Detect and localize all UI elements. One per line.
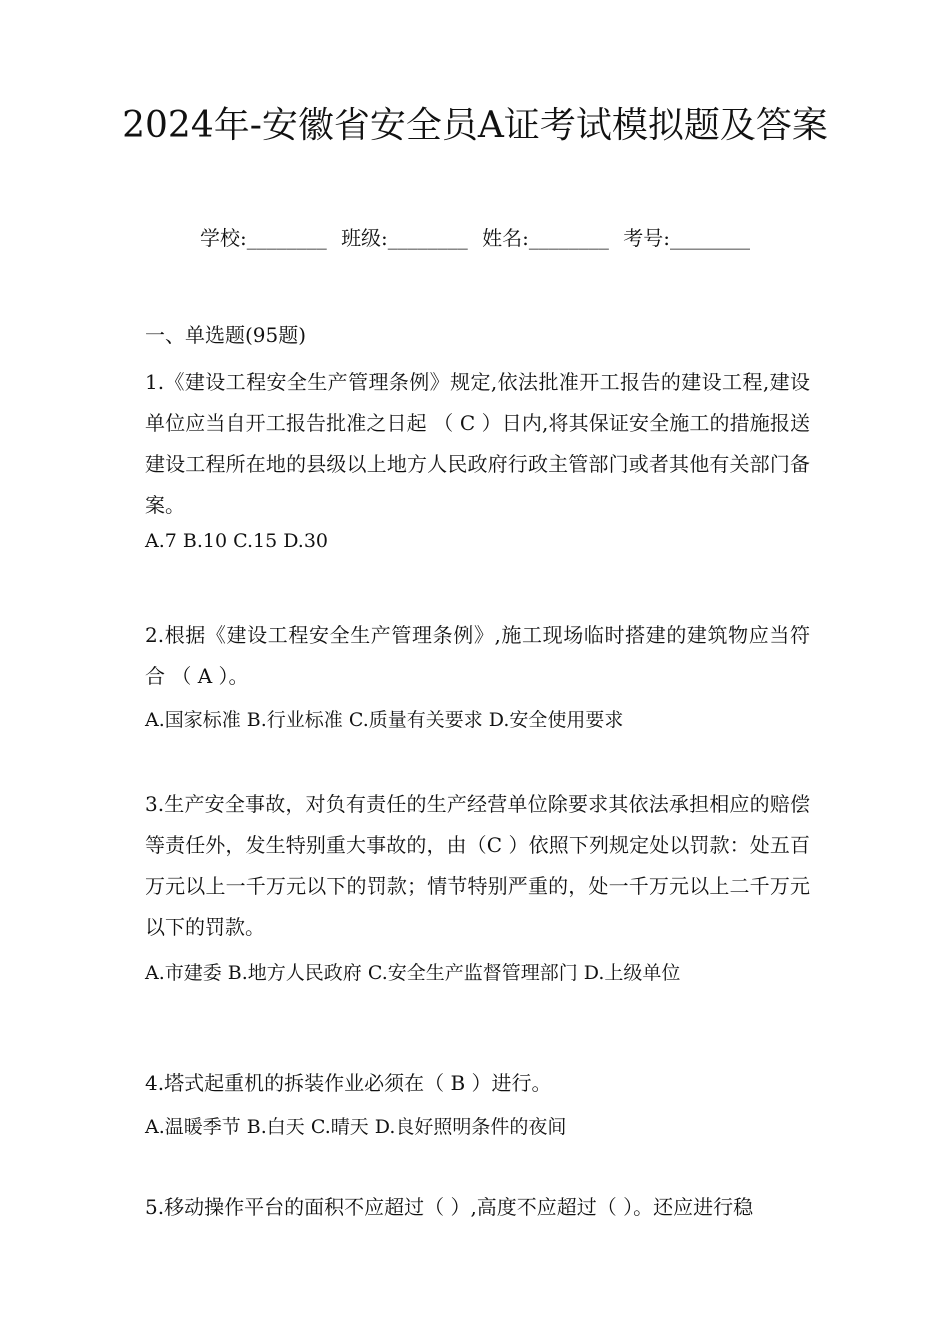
- question-options: A.市建委 B.地方人民政府 C.安全生产监督管理部门 D.上级单位: [145, 962, 681, 984]
- question-1: [145, 362, 810, 556]
- question-text: 1.《建设工程安全生产管理条例》规定,依法批准开工报告的建设工程,建设单位应当自开工报告批准之日起 （ C ）日内,将其保证安全施工的措施报送建设工程所在地的县级以上地方人民政府行政主管部门或者其他有关部门备案。: [145, 370, 810, 517]
- question-text: 2.根据《建设工程安全生产管理条例》,施工现场临时搭建的建筑物应当符合 （ A ）。: [145, 623, 810, 688]
- class-field: 班级:________: [341, 226, 468, 250]
- student-info-fields: [0, 222, 950, 251]
- question-5: [145, 1187, 810, 1228]
- question-options: A.7 B.10 C.15 D.30: [145, 530, 328, 552]
- question-options: A.国家标准 B.行业标准 C.质量有关要求 D.安全使用要求: [145, 709, 624, 731]
- section-heading: 一、单选题(95题): [145, 323, 307, 347]
- school-field: 学校:________: [199, 226, 327, 250]
- question-4: [145, 1063, 810, 1142]
- question-text: 4.塔式起重机的拆装作业必须在（ B ）进行。: [145, 1071, 552, 1095]
- name-field: 姓名:________: [482, 226, 609, 250]
- document-title: 2024年-安徽省安全员A证考试模拟题及答案: [122, 105, 828, 146]
- question-2: [145, 615, 810, 735]
- question-3: [145, 784, 810, 988]
- question-options: A.温暖季节 B.白天 C.晴天 D.良好照明条件的夜间: [145, 1116, 567, 1138]
- question-text: 5.移动操作平台的面积不应超过（ ）,高度不应超过（ ）。还应进行稳: [145, 1195, 754, 1219]
- question-text: 3.生产安全事故，对负有责任的生产经营单位除要求其依法承担相应的赔偿等责任外，发生特别重大事故的，由（C ）依照下列规定处以罚款：处五百万元以上一千万元以下的罚款；情节特别严重的，处一千万元以上二千万元以下的罚款。: [145, 792, 810, 939]
- exam-number-field: 考号:________: [623, 226, 751, 250]
